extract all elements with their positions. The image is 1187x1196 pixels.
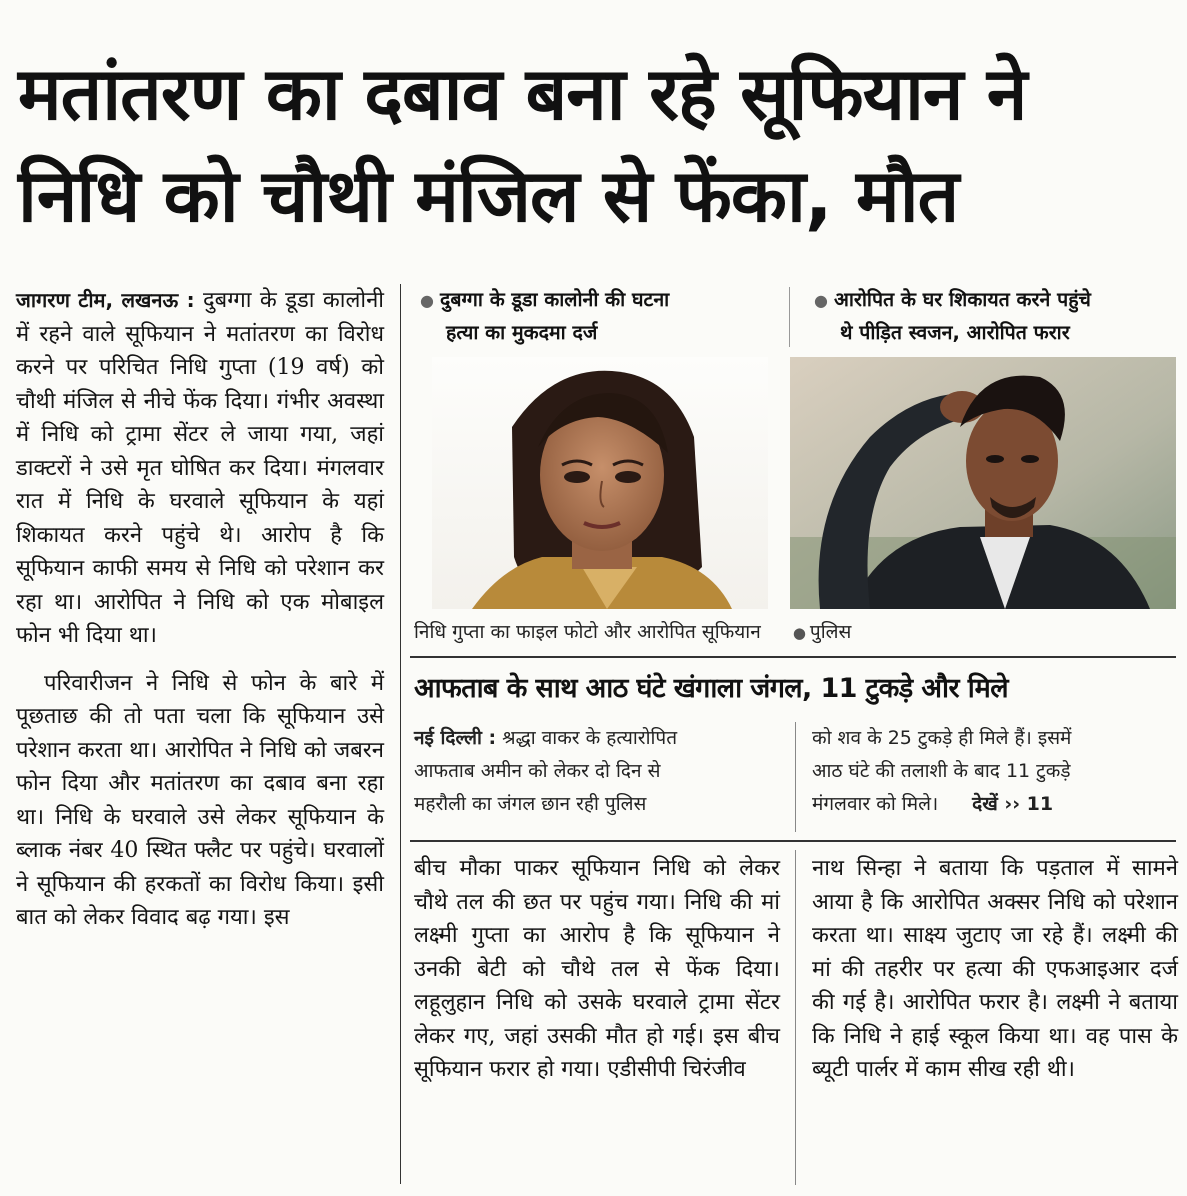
brief-left <box>414 722 790 821</box>
kicker-right-line-2: थे पीड़ित स्वजन, आरोपित फरार <box>840 321 1070 344</box>
headline-line-1: मतांतरण का दबाव बना रहे सूफियान ने <box>18 52 1027 137</box>
kicker-left-line-1 <box>420 284 780 317</box>
kicker-left <box>420 284 780 349</box>
brief-left-text-1: श्रद्धा वाकर के हत्यारोपित <box>502 727 678 749</box>
brief-left-line-3: महरौली का जंगल छान रही पुलिस <box>414 793 647 815</box>
column-rule-1 <box>400 284 401 1184</box>
kicker-rule <box>789 287 790 347</box>
credit-text: पुलिस <box>809 621 852 643</box>
photo-caption <box>414 618 1174 647</box>
photo-credit <box>793 621 852 643</box>
rule-below-brief <box>410 840 1176 842</box>
column-1-para-1 <box>16 284 384 653</box>
see-more-link[interactable]: देखें ›› 11 <box>972 793 1054 815</box>
kicker-left-text-1: दुबग्गा के डूडा कालोनी की घटना <box>439 288 670 311</box>
brief-left-line-2: आफताब अमीन को लेकर दो दिन से <box>414 760 661 782</box>
column-1 <box>16 284 384 935</box>
column-3-text: नाथ सिन्हा ने बताया कि पड़ताल में सामने आया है कि आरोपित अक्सर निधि को परेशान करता था। साक्ष्य जुटाए जा रहे हैं। लक्ष्मी की मां की तहरीर पर हत्या की एफआइआर दर्ज की गई है। आरोपित फरार है। लक्ष्मी ने बताया कि निधि ने हाई स्कूल किया था। वह पास के ब्यूटी पार्लर में काम सीख रही थी। <box>812 856 1178 1082</box>
bullet-icon: ● <box>814 291 828 310</box>
brief-right-line-1: को शव के 25 टुकड़े ही मिले हैं। इसमें <box>812 727 1072 749</box>
headline-line-2: निधि को चौथी मंजिल से फेंका, मौत <box>18 154 959 239</box>
column-2 <box>414 852 780 1087</box>
kicker-left-line-2: हत्या का मुकदमा दर्ज <box>446 321 598 344</box>
main-headline <box>18 44 1168 248</box>
dateline: जागरण टीम, लखनऊ : <box>16 288 195 312</box>
brief-right <box>812 722 1180 821</box>
brief-dateline: नई दिल्ली : <box>414 727 497 749</box>
kicker-right-text-1: आरोपित के घर शिकायत करने पहुंचे <box>833 288 1091 311</box>
bullet-icon: ● <box>792 624 806 642</box>
kicker-right <box>814 284 1184 349</box>
column-2-text: बीच मौका पाकर सूफियान निधि को लेकर चौथे तल की छत पर पहुंच गया। निधि की मां लक्ष्मी गुप्ता का आरोप है कि सूफियान ने उनकी बेटी को चौथे तल से फेंक दिया। लहूलुहान निधि को उसके घरवाले ट्रामा सेंटर लेकर गए, जहां उसकी मौत हो गई। इस बीच सूफियान फरार हो गया। एडीसीपी चिरंजीव <box>414 856 780 1082</box>
bullet-icon: ● <box>420 291 434 310</box>
column-1-para-1-text: दुबग्गा के डूडा कालोनी में रहने वाले सूफियान ने मतांतरण का विरोध करने पर परिचित निधि गुप्ता (19 वर्ष) को चौथी मंजिल से नीचे फेंक दिया। गंभीर अवस्था में निधि को ट्रामा सेंटर ले जाया गया, जहां डाक्टरों ने उसे मृत घोषित कर दिया। मंगलवार रात में निधि के घरवाले सूफियान के यहां शिकायत करने पहुंचे थे। आरोप है कि सूफियान काफी समय से निधि को परेशान कर रहा था। आरोपित ने निधि को एक मोबाइल फोन भी दिया था। <box>16 288 384 648</box>
brief-left-line-1 <box>414 722 790 755</box>
photo-victim <box>432 357 768 609</box>
brief-headline: आफताब के साथ आठ घंटे खंगाला जंगल, 11 टुकड़े और मिले <box>414 673 1008 704</box>
brief-rule <box>795 722 796 832</box>
caption-text: निधि गुप्ता का फाइल फोटो और आरोपित सूफियान <box>414 621 761 643</box>
column-3 <box>812 852 1178 1087</box>
brief-right-text-3: मंगलवार को मिले। <box>812 793 939 815</box>
brief-right-line-2: आठ घंटे की तलाशी के बाद 11 टुकड़े <box>812 760 1071 782</box>
brief-right-line-3 <box>812 788 1180 821</box>
rule-above-brief <box>410 656 1176 658</box>
column-1-para-2: परिवारीजन ने निधि से फोन के बारे में पूछताछ की तो पता चला कि सूफियान उसे परेशान करता था। आरोपित ने निधि को जबरन फोन दिया और मतांतरण का दबाव बना रहा था। निधि के घरवाले उसे लेकर सूफियान के ब्लाक नंबर 40 स्थित फ्लैट पर पहुंचे। घरवालों ने सूफियान की हरकतों का विरोध किया। इसी बात को लेकर विवाद बढ़ गया। इस <box>16 670 384 930</box>
kicker-right-line-1 <box>814 284 1184 317</box>
photo-accused <box>790 357 1176 609</box>
column-rule-2 <box>795 850 796 1185</box>
